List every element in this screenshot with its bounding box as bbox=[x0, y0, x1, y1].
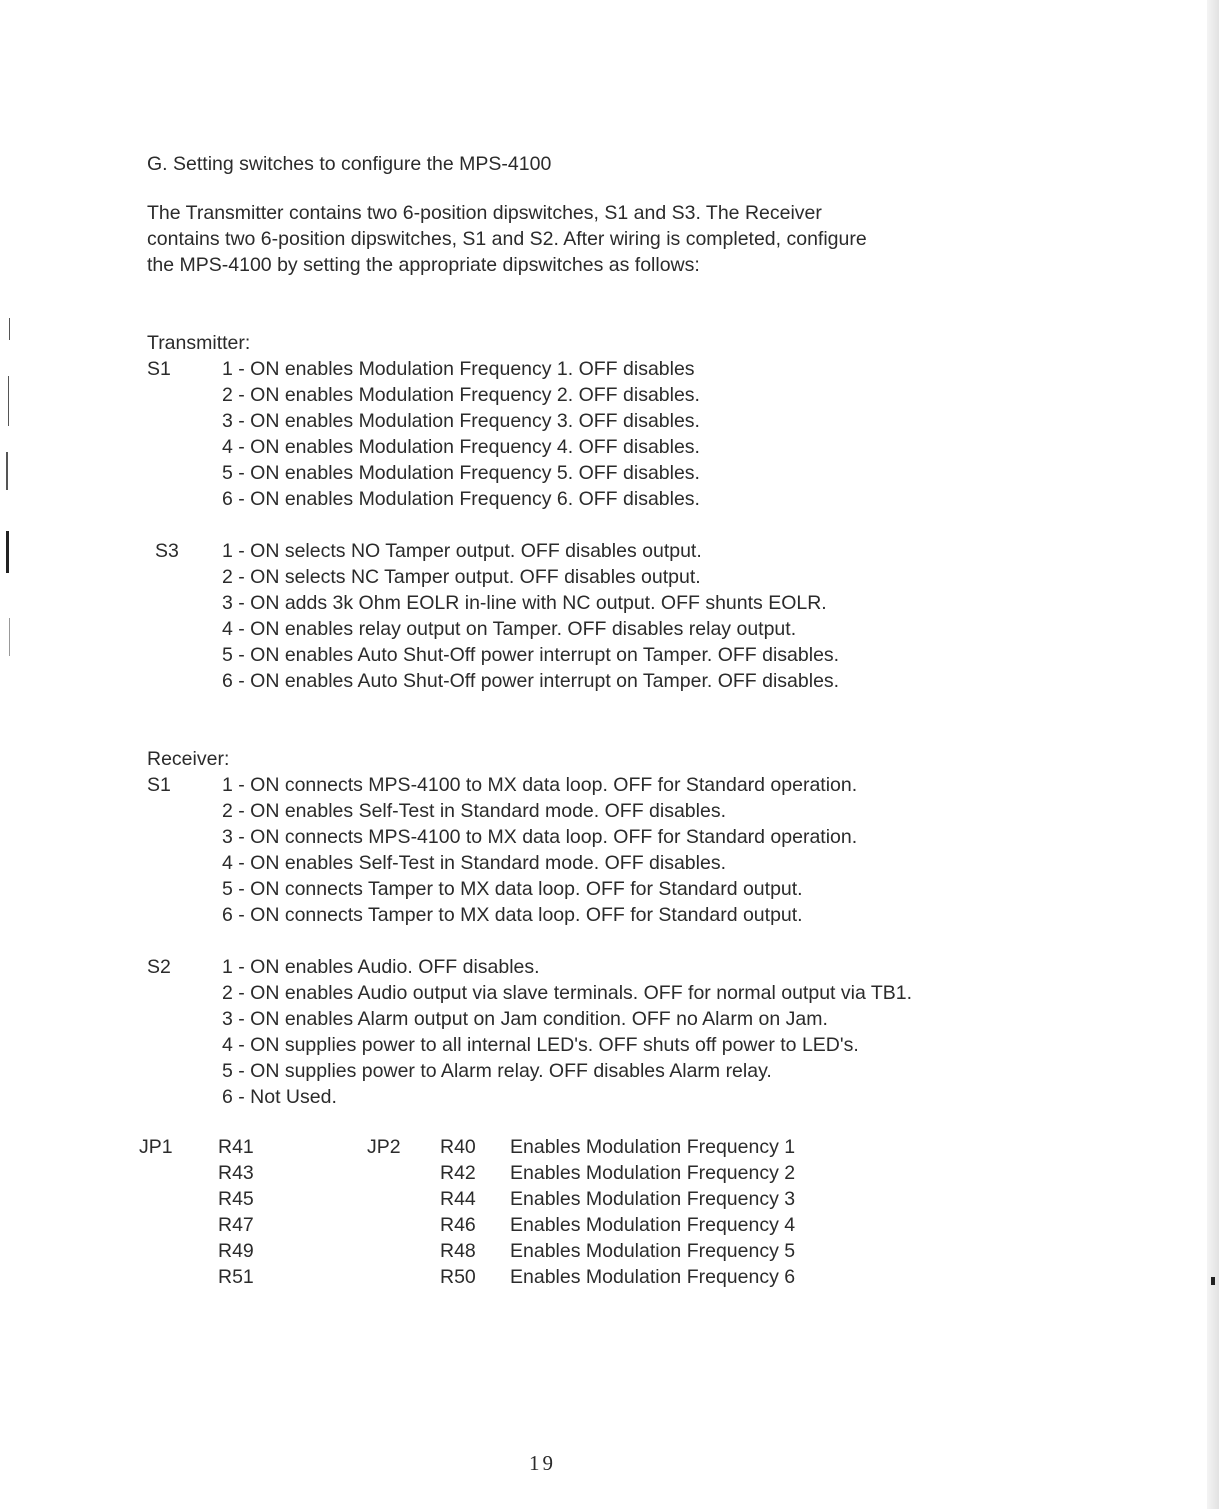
list-item: 1 - ON selects NO Tamper output. OFF disables output. bbox=[222, 540, 702, 562]
table-cell: R40 bbox=[440, 1136, 476, 1158]
table-cell: R42 bbox=[440, 1162, 476, 1184]
list-item: 5 - ON connects Tamper to MX data loop. OFF for Standard output. bbox=[222, 878, 803, 900]
table-cell: R50 bbox=[440, 1266, 476, 1288]
section-heading: G. Setting switches to configure the MPS-4100 bbox=[147, 153, 552, 175]
list-item: 5 - ON enables Modulation Frequency 5. OFF disables. bbox=[222, 462, 700, 484]
jp1-resistor-list bbox=[218, 1134, 254, 1290]
list-item: 4 - ON enables relay output on Tamper. OFF disables relay output. bbox=[222, 618, 797, 640]
jumper-description-list bbox=[510, 1134, 795, 1290]
list-item: 5 - ON supplies power to Alarm relay. OFF disables Alarm relay. bbox=[222, 1060, 772, 1082]
table-cell: Enables Modulation Frequency 4 bbox=[510, 1214, 796, 1236]
table-cell: R45 bbox=[218, 1188, 254, 1210]
table-cell: R43 bbox=[218, 1162, 254, 1184]
receiver-s2-list bbox=[222, 954, 912, 1110]
list-item: 6 - ON enables Modulation Frequency 6. OFF disables. bbox=[222, 488, 700, 510]
list-item: 1 - ON connects MPS-4100 to MX data loop. OFF for Standard operation. bbox=[222, 774, 858, 796]
table-cell: R47 bbox=[218, 1214, 254, 1236]
jp2-label: JP2 bbox=[367, 1136, 401, 1158]
table-cell: R48 bbox=[440, 1240, 476, 1262]
list-item: 2 - ON enables Audio output via slave terminals. OFF for normal output via TB1. bbox=[222, 982, 913, 1004]
transmitter-s1-label: S1 bbox=[147, 358, 171, 380]
page-number: 19 bbox=[529, 1451, 556, 1475]
list-item: 1 - ON enables Audio. OFF disables. bbox=[222, 956, 540, 978]
intro-paragraph bbox=[147, 200, 867, 278]
jp2-resistor-list bbox=[440, 1134, 476, 1290]
table-cell: R41 bbox=[218, 1136, 254, 1158]
transmitter-title: Transmitter: bbox=[147, 332, 251, 354]
list-item: 1 - ON enables Modulation Frequency 1. OFF disables bbox=[222, 358, 695, 380]
transmitter-s3-label: S3 bbox=[155, 540, 179, 562]
intro-line: contains two 6-position dipswitches, S1 and S2. After wiring is completed, configure bbox=[147, 228, 867, 250]
table-cell: Enables Modulation Frequency 1 bbox=[510, 1136, 796, 1158]
list-item: 5 - ON enables Auto Shut-Off power interrupt on Tamper. OFF disables. bbox=[222, 644, 840, 666]
receiver-title: Receiver: bbox=[147, 748, 230, 770]
list-item: 4 - ON enables Modulation Frequency 4. OFF disables. bbox=[222, 436, 700, 458]
intro-line: The Transmitter contains two 6-position dipswitches, S1 and S3. The Receiver bbox=[147, 202, 822, 224]
receiver-s1-list bbox=[222, 772, 857, 928]
table-cell: R49 bbox=[218, 1240, 254, 1262]
table-cell: Enables Modulation Frequency 2 bbox=[510, 1162, 796, 1184]
list-item: 2 - ON enables Self-Test in Standard mode. OFF disables. bbox=[222, 800, 726, 822]
receiver-s2-label: S2 bbox=[147, 956, 171, 978]
list-item: 4 - ON supplies power to all internal LED's. OFF shuts off power to LED's. bbox=[222, 1034, 859, 1056]
table-cell: R51 bbox=[218, 1266, 254, 1288]
jp1-label: JP1 bbox=[139, 1136, 173, 1158]
transmitter-s1-list bbox=[222, 356, 700, 512]
list-item: 2 - ON enables Modulation Frequency 2. OFF disables. bbox=[222, 384, 700, 406]
list-item: 2 - ON selects NC Tamper output. OFF disables output. bbox=[222, 566, 701, 588]
list-item: 6 - ON enables Auto Shut-Off power interrupt on Tamper. OFF disables. bbox=[222, 670, 840, 692]
table-cell: R46 bbox=[440, 1214, 476, 1236]
list-item: 6 - ON connects Tamper to MX data loop. OFF for Standard output. bbox=[222, 904, 803, 926]
transmitter-s3-list bbox=[222, 538, 839, 694]
table-cell: Enables Modulation Frequency 3 bbox=[510, 1188, 796, 1210]
list-item: 4 - ON enables Self-Test in Standard mode. OFF disables. bbox=[222, 852, 726, 874]
table-cell: Enables Modulation Frequency 5 bbox=[510, 1240, 796, 1262]
table-cell: Enables Modulation Frequency 6 bbox=[510, 1266, 796, 1288]
table-cell: R44 bbox=[440, 1188, 476, 1210]
list-item: 3 - ON adds 3k Ohm EOLR in-line with NC output. OFF shunts EOLR. bbox=[222, 592, 827, 614]
list-item: 3 - ON connects MPS-4100 to MX data loop. OFF for Standard operation. bbox=[222, 826, 858, 848]
list-item: 6 - Not Used. bbox=[222, 1086, 337, 1108]
receiver-s1-label: S1 bbox=[147, 774, 171, 796]
list-item: 3 - ON enables Modulation Frequency 3. OFF disables. bbox=[222, 410, 700, 432]
list-item: 3 - ON enables Alarm output on Jam condition. OFF no Alarm on Jam. bbox=[222, 1008, 828, 1030]
intro-line: the MPS-4100 by setting the appropriate dipswitches as follows: bbox=[147, 254, 700, 276]
